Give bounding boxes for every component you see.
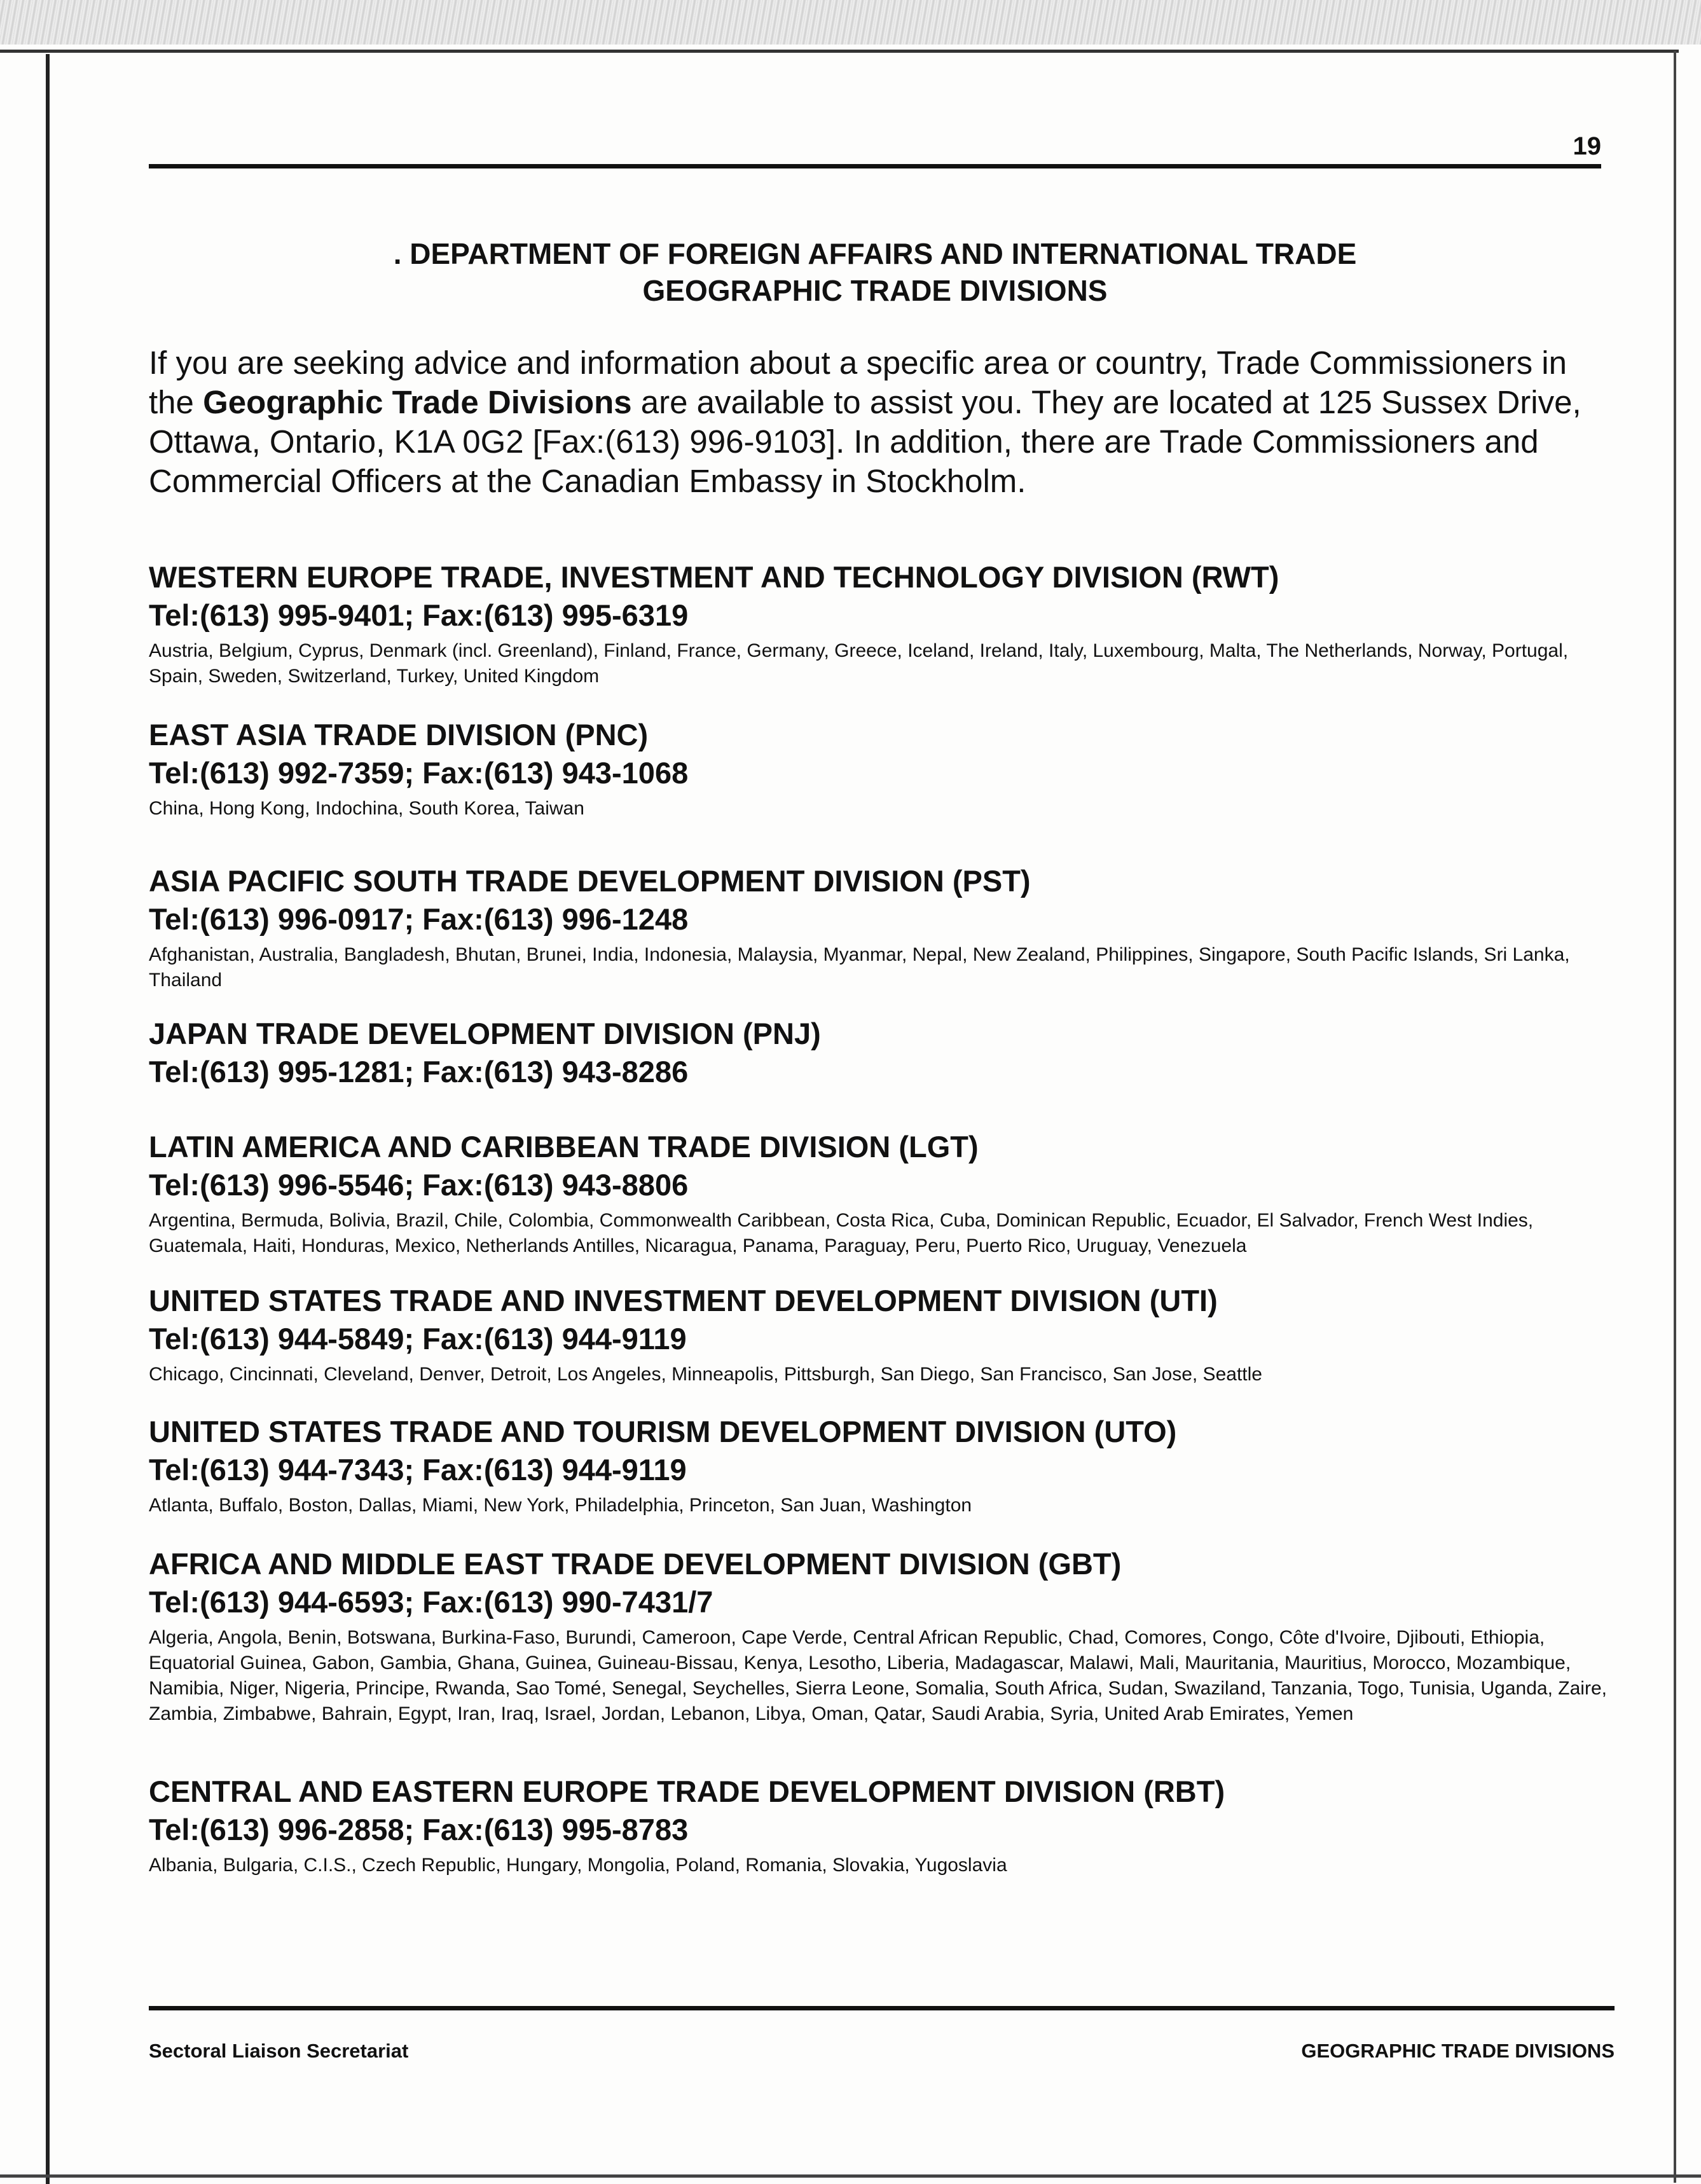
division-contact: Tel:(613) 996-0917; Fax:(613) 996-1248 [149,902,689,936]
intro-text-2: are available to assist you. They are located at 125 Sussex Drive, Ottawa, Ontario, K1A 0G2 [Fax:(613) 996-9103]. In addition, there are Trade Commissioners and Commercial Officers at the Canadian Embassy in Stockholm. [149,384,1581,499]
division-countries: Chicago, Cincinnati, Cleveland, Denver, Detroit, Los Angeles, Minneapolis, Pittsburgh, San Diego, San Francisco, San Jose, Seattle [149,1364,1262,1385]
intro-bold: Geographic Trade Divisions [203,384,632,420]
division-pst [149,862,1611,1015]
division-contact: Tel:(613) 996-2858; Fax:(613) 995-8783 [149,1813,689,1846]
division-list [149,558,1611,1878]
footer-right: GEOGRAPHIC TRADE DIVISIONS [1301,2040,1615,2062]
division-countries: Algeria, Angola, Benin, Botswana, Burkina-Faso, Burundi, Cameroon, Cape Verde, Central African Republic, Chad, Comores, Congo, Côte d'Ivoire, Djibouti, Ethiopia, Equatorial Guinea, Gabon, Gambia, Ghana, Guinea, Guineau-Bissau, Kenya, Lesotho, Liberia, Madagascar, Malawi, Mali, Mauritania, Mauritius, Morocco, Mozambique, Namibia, Niger, Nigeria, Principe, Rwanda, Sao Tomé, Senegal, Seychelles, Sierra Leone, Somalia, South Africa, Sudan, Swaziland, Tanzania, Togo, Tunisia, Uganda, Zaire, Zambia, Zimbabwe, Bahrain, Egypt, Iran, Iraq, Israel, Jordan, Lebanon, Libya, Oman, Qatar, Saudi Arabia, Syria, United Arab Emirates, Yemen [149,1627,1607,1724]
footer-left: Sectoral Liaison Secretariat [149,2040,409,2062]
division-lgt [149,1128,1611,1282]
division-uti [149,1282,1611,1413]
page-title [149,235,1601,309]
division-countries: Atlanta, Buffalo, Boston, Dallas, Miami, New York, Philadelphia, Princeton, San Juan, Washington [149,1495,972,1516]
division-name: LATIN AMERICA AND CARIBBEAN TRADE DIVISION (LGT) [149,1130,979,1164]
page-number: 19 [1573,132,1601,160]
division-name: ASIA PACIFIC SOUTH TRADE DEVELOPMENT DIVISION (PST) [149,864,1031,898]
footer-rule [149,2006,1615,2010]
division-contact: Tel:(613) 944-6593; Fax:(613) 990-7431/7 [149,1585,713,1619]
division-name: UNITED STATES TRADE AND TOURISM DEVELOPMENT DIVISION (UTO) [149,1415,1177,1448]
division-pnj [149,1015,1611,1128]
division-name: JAPAN TRADE DEVELOPMENT DIVISION (PNJ) [149,1017,821,1050]
intro-paragraph [149,343,1605,501]
page-border-top [0,50,1679,53]
division-name: CENTRAL AND EASTERN EUROPE TRADE DEVELOPMENT DIVISION (RBT) [149,1775,1225,1808]
division-countries: China, Hong Kong, Indochina, South Korea, Taiwan [149,798,584,819]
division-name: EAST ASIA TRADE DIVISION (PNC) [149,718,649,752]
division-contact: Tel:(613) 995-9401; Fax:(613) 995-6319 [149,598,689,632]
title-line-2: GEOGRAPHIC TRADE DIVISIONS [642,274,1108,307]
division-countries: Argentina, Bermuda, Bolivia, Brazil, Chile, Colombia, Commonwealth Caribbean, Costa Rica, Cuba, Dominican Republic, Ecuador, El Salvador, French West Indies, Guatemala, Haiti, Honduras, Mexico, Netherlands Antilles, Nicaragua, Panama, Paraguay, Peru, Puerto Rico, Uruguay, Venezuela [149,1210,1534,1256]
division-contact: Tel:(613) 944-7343; Fax:(613) 944-9119 [149,1453,687,1487]
division-contact: Tel:(613) 944-5849; Fax:(613) 944-9119 [149,1322,687,1356]
division-uto [149,1413,1611,1545]
page-border-left [46,54,50,2184]
scan-edge [0,0,1701,45]
division-name: UNITED STATES TRADE AND INVESTMENT DEVELOPMENT DIVISION (UTI) [149,1284,1218,1317]
division-rbt [149,1773,1611,1878]
division-gbt [149,1545,1611,1773]
division-contact: Tel:(613) 996-5546; Fax:(613) 943-8806 [149,1168,689,1202]
intro-text-1: If you are seeking advice and information about a specific area or country, Trade Commissioners in the [149,345,1567,420]
division-contact: Tel:(613) 995-1281; Fax:(613) 943-8286 [149,1055,689,1089]
division-countries: Albania, Bulgaria, C.I.S., Czech Republic, Hungary, Mongolia, Poland, Romania, Slovakia, Yugoslavia [149,1855,1007,1876]
division-countries: Afghanistan, Australia, Bangladesh, Bhutan, Brunei, India, Indonesia, Malaysia, Myanmar, Nepal, New Zealand, Philippines, Singapore, South Pacific Islands, Sri Lanka, Thailand [149,944,1570,991]
division-countries: Austria, Belgium, Cyprus, Denmark (incl. Greenland), Finland, France, Germany, Greece, Iceland, Ireland, Italy, Luxembourg, Malta, The Netherlands, Norway, Portugal, Spain, Sweden, Switzerland, Turkey, United Kingdom [149,640,1569,687]
division-name: WESTERN EUROPE TRADE, INVESTMENT AND TECHNOLOGY DIVISION (RWT) [149,560,1279,594]
page-border-bottom [0,2174,1701,2178]
division-name: AFRICA AND MIDDLE EAST TRADE DEVELOPMENT DIVISION (GBT) [149,1547,1122,1581]
division-contact: Tel:(613) 992-7359; Fax:(613) 943-1068 [149,756,689,790]
title-line-1: . DEPARTMENT OF FOREIGN AFFAIRS AND INTERNATIONAL TRADE [393,237,1357,270]
page-border-right [1674,51,1676,2183]
division-rwt [149,558,1611,690]
division-pnc [149,690,1611,862]
header-rule [149,164,1601,168]
